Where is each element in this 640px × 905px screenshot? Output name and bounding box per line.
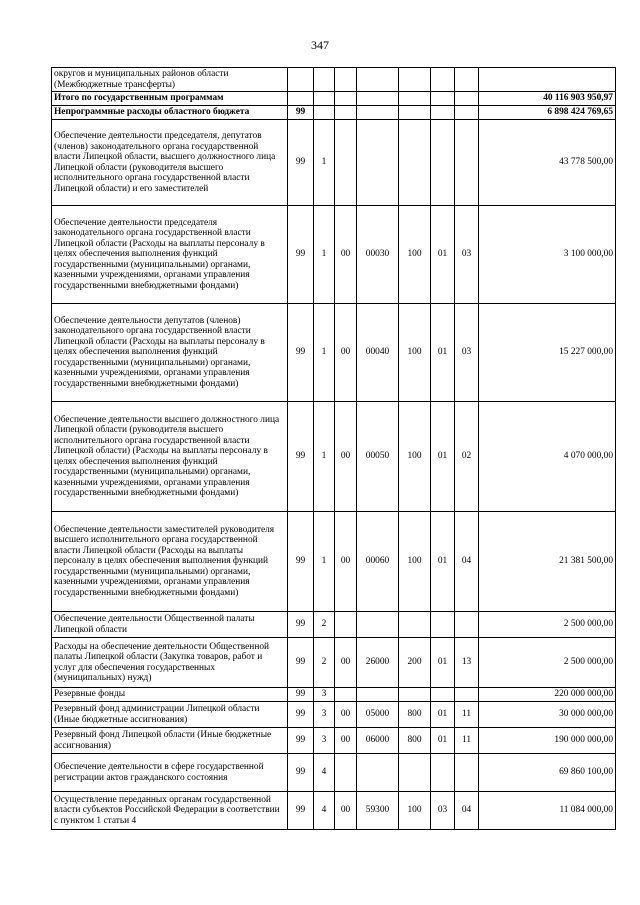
code-rz-cell xyxy=(431,92,455,106)
code-dir1-cell: 00 xyxy=(335,304,357,402)
row-name-cell: Обеспечение деятельности Общественной палаты Липецкой области xyxy=(52,612,288,638)
amount-cell: 4 070 000,00 xyxy=(479,402,616,512)
code-dir1-cell xyxy=(335,120,357,206)
code-dir1-cell: 00 xyxy=(335,792,357,830)
code-dir1-cell xyxy=(335,688,357,702)
code-sub-cell: 4 xyxy=(314,754,335,792)
code-dir2-cell xyxy=(357,688,399,702)
code-gp-cell: 99 xyxy=(288,754,314,792)
code-dir2-cell: 00060 xyxy=(357,512,399,612)
code-dir2-cell xyxy=(357,754,399,792)
code-sub-cell: 1 xyxy=(314,304,335,402)
table-row xyxy=(52,792,616,830)
code-gp-cell: 99 xyxy=(288,612,314,638)
amount-cell: 2 500 000,00 xyxy=(479,612,616,638)
code-dir1-cell xyxy=(335,68,357,92)
amount-cell: 69 860 100,00 xyxy=(479,754,616,792)
code-sub-cell xyxy=(314,92,335,106)
code-dir2-cell xyxy=(357,120,399,206)
code-vr-cell: 200 xyxy=(399,638,431,688)
code-vr-cell xyxy=(399,688,431,702)
amount-cell: 2 500 000,00 xyxy=(479,638,616,688)
table-row xyxy=(52,638,616,688)
code-rz-cell xyxy=(431,612,455,638)
code-dir2-cell: 06000 xyxy=(357,728,399,754)
code-pr-cell: 03 xyxy=(455,206,479,304)
code-dir2-cell: 00030 xyxy=(357,206,399,304)
code-sub-cell: 3 xyxy=(314,688,335,702)
table-row xyxy=(52,402,616,512)
amount-cell: 6 898 424 769,65 xyxy=(479,106,616,120)
code-dir1-cell: 00 xyxy=(335,512,357,612)
code-dir1-cell xyxy=(335,754,357,792)
code-gp-cell: 99 xyxy=(288,702,314,728)
code-dir1-cell xyxy=(335,106,357,120)
row-name-cell: Итого по государственным программам xyxy=(52,92,288,106)
code-rz-cell: 01 xyxy=(431,304,455,402)
code-dir2-cell: 05000 xyxy=(357,702,399,728)
code-sub-cell: 3 xyxy=(314,728,335,754)
code-dir1-cell: 00 xyxy=(335,402,357,512)
table-row xyxy=(52,702,616,728)
table-row xyxy=(52,728,616,754)
code-gp-cell: 99 xyxy=(288,792,314,830)
amount-cell: 15 227 000,00 xyxy=(479,304,616,402)
code-gp-cell: 99 xyxy=(288,120,314,206)
table-row xyxy=(52,754,616,792)
code-pr-cell xyxy=(455,612,479,638)
code-gp-cell: 99 xyxy=(288,106,314,120)
row-name-cell: Обеспечение деятельности высшего должностного лица Липецкой области (руководителя высшего исполнительного органа государственной власти Липецкой области) (Расходы на выплаты персоналу в целях обеспечения выполнения функций государственными (муниципальными) органами, казенными учреждениями, органами управления государственными внебюджетными фондами) xyxy=(52,402,288,512)
table-row xyxy=(52,120,616,206)
code-vr-cell: 100 xyxy=(399,402,431,512)
code-pr-cell xyxy=(455,754,479,792)
code-vr-cell xyxy=(399,106,431,120)
row-name-cell: Резервные фонды xyxy=(52,688,288,702)
row-name-cell: Осуществление переданных органам государственной власти субъектов Российской Федерации в соответствии с пунктом 1 статьи 4 xyxy=(52,792,288,830)
table-row xyxy=(52,106,616,120)
code-gp-cell: 99 xyxy=(288,304,314,402)
amount-cell: 30 000 000,00 xyxy=(479,702,616,728)
code-pr-cell xyxy=(455,120,479,206)
code-vr-cell xyxy=(399,120,431,206)
code-pr-cell: 04 xyxy=(455,792,479,830)
budget-table-body xyxy=(52,68,616,830)
code-gp-cell xyxy=(288,92,314,106)
code-dir2-cell: 00050 xyxy=(357,402,399,512)
table-row xyxy=(52,304,616,402)
code-sub-cell: 1 xyxy=(314,206,335,304)
code-gp-cell: 99 xyxy=(288,512,314,612)
code-rz-cell: 01 xyxy=(431,512,455,612)
code-pr-cell: 04 xyxy=(455,512,479,612)
code-dir2-cell xyxy=(357,68,399,92)
code-pr-cell xyxy=(455,688,479,702)
row-name-cell: Обеспечение деятельности депутатов (членов) законодательного органа государственной власти Липецкой области (Расходы на выплаты персоналу в целях обеспечения выполнения функций государственными (муниципальными) органами, казенными учреждениями, органами управления государственными внебюджетными фондами) xyxy=(52,304,288,402)
page-number: 347 xyxy=(311,38,329,52)
code-dir1-cell xyxy=(335,612,357,638)
code-dir2-cell xyxy=(357,106,399,120)
amount-cell: 21 381 500,00 xyxy=(479,512,616,612)
code-vr-cell xyxy=(399,68,431,92)
table-row xyxy=(52,206,616,304)
code-gp-cell: 99 xyxy=(288,638,314,688)
code-gp-cell: 99 xyxy=(288,402,314,512)
code-dir1-cell xyxy=(335,92,357,106)
budget-table xyxy=(51,67,616,830)
code-sub-cell: 2 xyxy=(314,638,335,688)
code-rz-cell: 01 xyxy=(431,702,455,728)
code-sub-cell: 1 xyxy=(314,512,335,612)
code-vr-cell: 100 xyxy=(399,206,431,304)
code-sub-cell xyxy=(314,68,335,92)
table-row xyxy=(52,68,616,92)
row-name-cell: Обеспечение деятельности в сфере государственной регистрации актов гражданского состояния xyxy=(52,754,288,792)
code-vr-cell: 800 xyxy=(399,728,431,754)
row-name-cell: Обеспечение деятельности заместителей руководителя высшего исполнительного органа государственной власти Липецкой области (Расходы на выплаты персоналу в целях обеспечения выполнения функций государственными (муниципальными) органами, казенными учреждениями, органами управления государственными внебюджетными фондами) xyxy=(52,512,288,612)
code-pr-cell xyxy=(455,92,479,106)
amount-cell: 190 000 000,00 xyxy=(479,728,616,754)
row-name-cell: Обеспечение деятельности председателя, депутатов (членов) законодательного органа государственной власти Липецкой области, высшего должностного лица Липецкой области (руководителя высшего исполнительного органа государственной власти Липецкой области) и его заместителей xyxy=(52,120,288,206)
row-name-cell: Непрограммные расходы областного бюджета xyxy=(52,106,288,120)
code-rz-cell: 01 xyxy=(431,638,455,688)
code-dir1-cell: 00 xyxy=(335,638,357,688)
row-name-cell: Резервный фонд администрации Липецкой области (Иные бюджетные ассигнования) xyxy=(52,702,288,728)
row-name-cell: Обеспечение деятельности председателя законодательного органа государственной власти Липецкой области (Расходы на выплаты персоналу в целях обеспечения выполнения функций государственными (муниципальными) органами, казенными учреждениями, органами управления государственными внебюджетными фондами) xyxy=(52,206,288,304)
code-pr-cell: 13 xyxy=(455,638,479,688)
table-row xyxy=(52,688,616,702)
code-gp-cell xyxy=(288,68,314,92)
code-dir2-cell xyxy=(357,92,399,106)
table-row xyxy=(52,92,616,106)
amount-cell: 11 084 000,00 xyxy=(479,792,616,830)
code-rz-cell xyxy=(431,106,455,120)
code-gp-cell: 99 xyxy=(288,688,314,702)
code-vr-cell: 100 xyxy=(399,304,431,402)
code-pr-cell: 03 xyxy=(455,304,479,402)
code-vr-cell: 100 xyxy=(399,512,431,612)
code-rz-cell xyxy=(431,68,455,92)
row-name-cell: Резервный фонд Липецкой области (Иные бюджетные ассигнования) xyxy=(52,728,288,754)
code-rz-cell: 01 xyxy=(431,728,455,754)
code-pr-cell xyxy=(455,106,479,120)
code-vr-cell xyxy=(399,754,431,792)
code-vr-cell xyxy=(399,92,431,106)
amount-cell xyxy=(479,68,616,92)
code-sub-cell: 1 xyxy=(314,120,335,206)
code-dir2-cell: 26000 xyxy=(357,638,399,688)
code-rz-cell: 01 xyxy=(431,206,455,304)
code-dir2-cell xyxy=(357,612,399,638)
code-sub-cell: 3 xyxy=(314,702,335,728)
code-dir2-cell: 59300 xyxy=(357,792,399,830)
code-gp-cell: 99 xyxy=(288,728,314,754)
code-sub-cell: 4 xyxy=(314,792,335,830)
code-pr-cell: 11 xyxy=(455,728,479,754)
code-rz-cell: 03 xyxy=(431,792,455,830)
code-rz-cell xyxy=(431,688,455,702)
code-rz-cell: 01 xyxy=(431,402,455,512)
amount-cell: 3 100 000,00 xyxy=(479,206,616,304)
amount-cell: 220 000 000,00 xyxy=(479,688,616,702)
code-dir1-cell: 00 xyxy=(335,206,357,304)
code-vr-cell xyxy=(399,612,431,638)
code-rz-cell xyxy=(431,754,455,792)
code-vr-cell: 100 xyxy=(399,792,431,830)
code-dir1-cell: 00 xyxy=(335,728,357,754)
code-sub-cell: 1 xyxy=(314,402,335,512)
code-sub-cell: 2 xyxy=(314,612,335,638)
amount-cell: 43 778 500,00 xyxy=(479,120,616,206)
code-gp-cell: 99 xyxy=(288,206,314,304)
code-vr-cell: 800 xyxy=(399,702,431,728)
table-row xyxy=(52,512,616,612)
code-pr-cell: 02 xyxy=(455,402,479,512)
row-name-cell: Расходы на обеспечение деятельности Общественной палаты Липецкой области (Закупка товаров, работ и услуг для обеспечения государственных (муниципальных) нужд) xyxy=(52,638,288,688)
code-dir2-cell: 00040 xyxy=(357,304,399,402)
code-pr-cell: 11 xyxy=(455,702,479,728)
table-row xyxy=(52,612,616,638)
amount-cell: 40 116 903 950,97 xyxy=(479,92,616,106)
code-rz-cell xyxy=(431,120,455,206)
code-dir1-cell: 00 xyxy=(335,702,357,728)
code-pr-cell xyxy=(455,68,479,92)
row-name-cell: округов и муниципальных районов области (Межбюджетные трансферты) xyxy=(52,68,288,92)
code-sub-cell xyxy=(314,106,335,120)
